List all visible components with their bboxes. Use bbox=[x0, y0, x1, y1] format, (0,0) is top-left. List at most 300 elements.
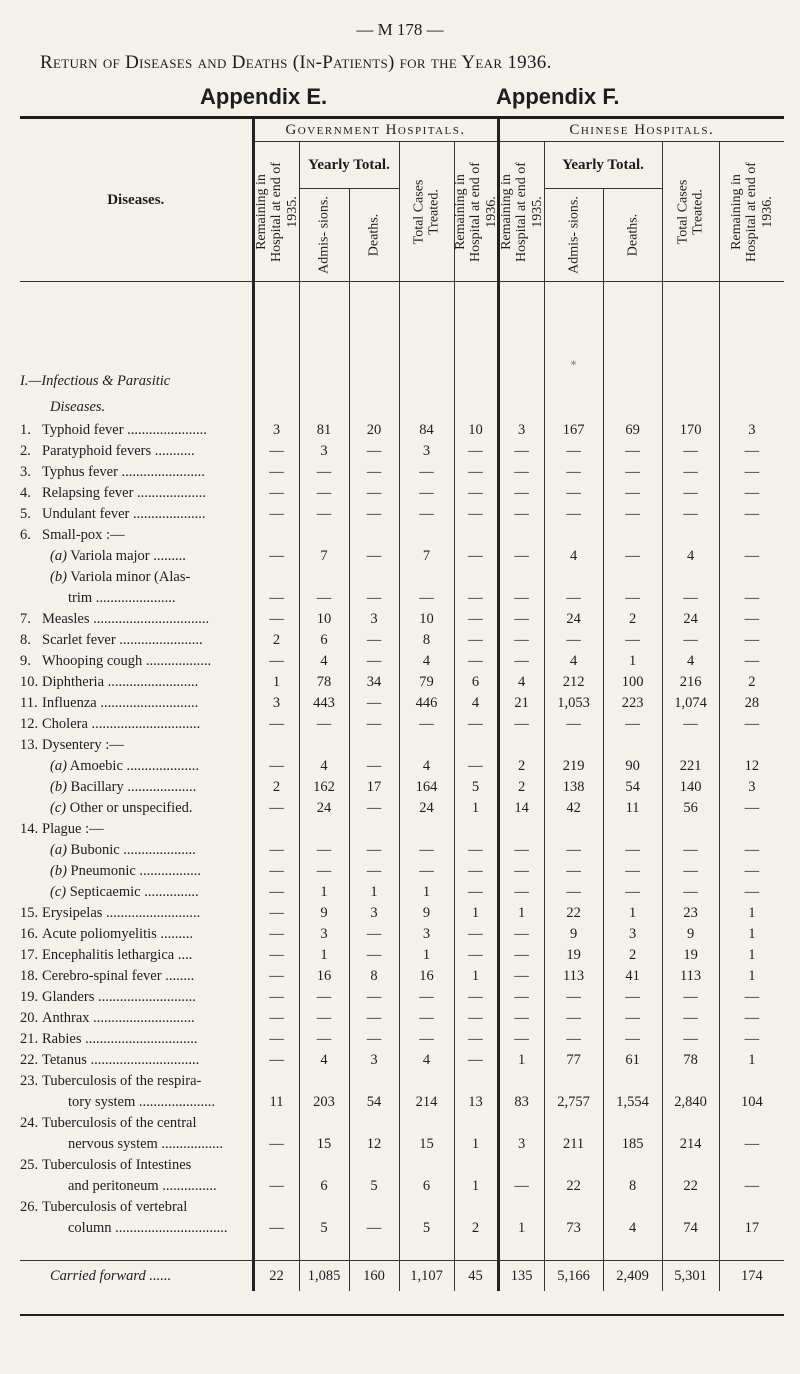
gov-remaining-1935-cell: — bbox=[253, 945, 299, 966]
disease-name bbox=[20, 672, 253, 693]
chi-admissions-cell: — bbox=[544, 441, 603, 462]
table-row bbox=[20, 441, 784, 462]
disease-name bbox=[20, 966, 253, 987]
gov-total-cases-cell: 4 bbox=[399, 1050, 454, 1071]
gov-deaths-cell bbox=[349, 1155, 399, 1176]
chi-total-cases-cell: — bbox=[662, 1029, 719, 1050]
chi-total-cases-cell: — bbox=[662, 462, 719, 483]
chi-admissions-cell bbox=[544, 735, 603, 756]
disease-name bbox=[20, 714, 253, 735]
disease-name-continued: and peritoneum ............... bbox=[68, 1178, 217, 1194]
chi-remaining-1936-cell bbox=[719, 1197, 784, 1218]
gov-total-cases-cell: 16 bbox=[399, 966, 454, 987]
gov-remaining-1935-cell: — bbox=[253, 1029, 299, 1050]
sub-letter: (b) bbox=[50, 779, 67, 795]
disease-name bbox=[20, 1113, 253, 1134]
disease-name-continued: column ............................... bbox=[68, 1220, 228, 1236]
row-number: 19. bbox=[20, 989, 39, 1005]
chi-yearly-total-header: Yearly Total. bbox=[544, 142, 662, 189]
chi-remaining-1935-cell bbox=[498, 1071, 544, 1092]
chi-remaining-1936-cell bbox=[719, 525, 784, 546]
gov-remaining-1935-cell: — bbox=[253, 798, 299, 819]
gov-deaths-cell: 54 bbox=[349, 1092, 399, 1113]
row-number: 8. bbox=[20, 632, 31, 648]
disease-name bbox=[20, 693, 253, 714]
gov-total-cases-cell: — bbox=[399, 462, 454, 483]
gov-remaining-1936-cell: — bbox=[454, 441, 498, 462]
chi-deaths-cell: 54 bbox=[603, 777, 662, 798]
gov-deaths-cell: — bbox=[349, 504, 399, 525]
gov-remaining-1936-cell: — bbox=[454, 504, 498, 525]
gov-admissions-cell bbox=[299, 1071, 349, 1092]
disease-label: Dysentery :— bbox=[42, 737, 124, 753]
row-number: 1. bbox=[20, 422, 31, 438]
chi-admissions-cell: — bbox=[544, 714, 603, 735]
gov-admissions-cell: 162 bbox=[299, 777, 349, 798]
table-row bbox=[20, 588, 784, 609]
disease-name bbox=[20, 1071, 253, 1092]
gov-total-cases-cell bbox=[399, 819, 454, 840]
chi-remaining-1935-cell: — bbox=[498, 441, 544, 462]
gov-total-cases-cell: — bbox=[399, 714, 454, 735]
section-heading-2: Diseases. bbox=[50, 399, 106, 415]
title-text: R bbox=[40, 52, 53, 73]
gov-total-cases-cell: — bbox=[399, 861, 454, 882]
gov-remaining-1936-cell bbox=[454, 819, 498, 840]
gov-remaining-1935-cell: — bbox=[253, 483, 299, 504]
disease-name bbox=[20, 924, 253, 945]
gov-remaining-1935-cell: — bbox=[253, 924, 299, 945]
gov-remaining-1936-cell: 1 bbox=[454, 1134, 498, 1155]
chi-admissions-cell: — bbox=[544, 504, 603, 525]
chi-remaining-1935-cell: 1 bbox=[498, 903, 544, 924]
gov-admissions-cell: 4 bbox=[299, 651, 349, 672]
chi-deaths-cell: — bbox=[603, 504, 662, 525]
chi-admissions-cell: 4 bbox=[544, 651, 603, 672]
disease-name bbox=[20, 567, 253, 588]
disease-name bbox=[20, 735, 253, 756]
disease-name bbox=[20, 1134, 253, 1155]
chi-admissions-cell: — bbox=[544, 483, 603, 504]
gov-admissions-cell bbox=[299, 1197, 349, 1218]
chi-remaining-1935-cell: — bbox=[498, 1029, 544, 1050]
gov-total-cases-cell: 24 bbox=[399, 798, 454, 819]
disease-label: Pneumonic ................. bbox=[70, 863, 202, 879]
chi-total-cases-cell: — bbox=[662, 861, 719, 882]
table-row bbox=[20, 840, 784, 861]
disease-name-continued: nervous system ................. bbox=[68, 1136, 224, 1152]
gov-remaining-1936-cell: — bbox=[454, 924, 498, 945]
table-row bbox=[20, 945, 784, 966]
chi-total-cases-cell: — bbox=[662, 1008, 719, 1029]
title-text-rest: eturn of Diseases and Deaths (In-Patients) for the Year 1936. bbox=[52, 52, 552, 73]
row-number: 18. bbox=[20, 968, 39, 984]
gov-remaining-1936-cell: — bbox=[454, 945, 498, 966]
table-row bbox=[20, 1029, 784, 1050]
cf-gov-remaining-1936: 45 bbox=[454, 1261, 498, 1292]
gov-admissions-cell: 9 bbox=[299, 903, 349, 924]
gov-deaths-cell: — bbox=[349, 924, 399, 945]
chi-total-cases-cell: — bbox=[662, 588, 719, 609]
gov-remaining-1935-cell: — bbox=[253, 987, 299, 1008]
chi-total-cases-cell: 23 bbox=[662, 903, 719, 924]
gov-remaining-1935-cell: — bbox=[253, 756, 299, 777]
section-heading: I.—Infectious & Parasitic bbox=[20, 373, 171, 389]
chi-admissions-cell: 138 bbox=[544, 777, 603, 798]
chi-remaining-1936-cell: 1 bbox=[719, 945, 784, 966]
gov-admissions-cell: — bbox=[299, 588, 349, 609]
table-row bbox=[20, 567, 784, 588]
gov-remaining-1935-cell: — bbox=[253, 1218, 299, 1239]
cf-gov-total-cases: 1,107 bbox=[399, 1261, 454, 1292]
gov-remaining-1936-cell: — bbox=[454, 756, 498, 777]
disease-name bbox=[20, 609, 253, 630]
chi-admissions-cell: — bbox=[544, 588, 603, 609]
table-row bbox=[20, 756, 784, 777]
row-number: 17. bbox=[20, 947, 39, 963]
row-number: 15. bbox=[20, 905, 39, 921]
disease-label: Undulant fever .................... bbox=[42, 506, 206, 522]
gov-admissions-cell: 10 bbox=[299, 609, 349, 630]
gov-deaths-cell: — bbox=[349, 1029, 399, 1050]
disease-name bbox=[20, 630, 253, 651]
gov-total-cases-cell bbox=[399, 1113, 454, 1134]
gov-deaths-cell: 3 bbox=[349, 609, 399, 630]
chi-admissions-cell bbox=[544, 819, 603, 840]
chi-deaths-cell: 4 bbox=[603, 1218, 662, 1239]
chi-remaining-1935-cell: — bbox=[498, 504, 544, 525]
disease-label: Encephalitis lethargica .... bbox=[42, 947, 193, 963]
chi-total-cases-cell: — bbox=[662, 504, 719, 525]
chi-remaining-1935-cell: — bbox=[498, 483, 544, 504]
row-number: 4. bbox=[20, 485, 31, 501]
gov-remaining-1936-cell: — bbox=[454, 546, 498, 567]
chi-deaths-cell: 41 bbox=[603, 966, 662, 987]
table-row bbox=[20, 462, 784, 483]
table-row bbox=[20, 819, 784, 840]
chi-remaining-1936-cell: — bbox=[719, 714, 784, 735]
gov-total-cases-cell bbox=[399, 1197, 454, 1218]
disease-label: Rabies ............................... bbox=[42, 1031, 198, 1047]
gov-remaining-1935-cell: — bbox=[253, 840, 299, 861]
disease-label: Small-pox :— bbox=[42, 527, 125, 543]
chinese-hospitals-header: Chinese Hospitals. bbox=[498, 119, 784, 142]
gov-remaining-1935-cell: — bbox=[253, 504, 299, 525]
gov-total-cases-cell: 15 bbox=[399, 1134, 454, 1155]
gov-remaining-1936-cell: 10 bbox=[454, 420, 498, 441]
gov-remaining-1935-cell bbox=[253, 735, 299, 756]
chi-remaining-1936-cell: 104 bbox=[719, 1092, 784, 1113]
gov-remaining-1935-cell: 3 bbox=[253, 693, 299, 714]
gov-yearly-total-header: Yearly Total. bbox=[299, 142, 399, 189]
gov-deaths-cell: — bbox=[349, 588, 399, 609]
chi-deaths-cell: 100 bbox=[603, 672, 662, 693]
gov-remaining-1936-cell bbox=[454, 1071, 498, 1092]
chi-deaths-cell: — bbox=[603, 1008, 662, 1029]
chi-deaths-cell bbox=[603, 819, 662, 840]
disease-name bbox=[20, 1155, 253, 1176]
gov-total-cases-cell: 4 bbox=[399, 651, 454, 672]
disease-name bbox=[20, 588, 253, 609]
chi-total-cases-cell: 24 bbox=[662, 609, 719, 630]
row-number: 12. bbox=[20, 716, 39, 732]
gov-remaining-1935-cell bbox=[253, 567, 299, 588]
table-row bbox=[20, 1218, 784, 1239]
table-row bbox=[20, 903, 784, 924]
chi-total-cases-cell: 216 bbox=[662, 672, 719, 693]
gov-total-cases-cell bbox=[399, 525, 454, 546]
gov-admissions-cell: — bbox=[299, 1029, 349, 1050]
disease-label: Bubonic .................... bbox=[70, 842, 196, 858]
chi-total-cases-cell bbox=[662, 567, 719, 588]
chi-remaining-1936-cell: 1 bbox=[719, 924, 784, 945]
chi-remaining-1936-cell bbox=[719, 567, 784, 588]
chi-deaths-cell: — bbox=[603, 546, 662, 567]
chi-admissions-cell: 113 bbox=[544, 966, 603, 987]
disease-name bbox=[20, 1092, 253, 1113]
carried-forward-row bbox=[20, 1261, 784, 1292]
disease-label: Glanders ........................... bbox=[42, 989, 196, 1005]
chi-remaining-1935-cell: — bbox=[498, 840, 544, 861]
table-row bbox=[20, 1008, 784, 1029]
gov-deaths-cell: — bbox=[349, 630, 399, 651]
chi-admissions-cell bbox=[544, 1071, 603, 1092]
chi-remaining-1936-cell: 28 bbox=[719, 693, 784, 714]
chi-total-cases-cell: — bbox=[662, 630, 719, 651]
chi-total-cases-cell: — bbox=[662, 840, 719, 861]
disease-label: Erysipelas .......................... bbox=[42, 905, 201, 921]
disease-label: Tuberculosis of Intestines bbox=[42, 1157, 192, 1173]
gov-remaining-1936-cell: — bbox=[454, 651, 498, 672]
gov-remaining-1936-cell: — bbox=[454, 714, 498, 735]
disease-label: Anthrax ............................ bbox=[42, 1010, 195, 1026]
table-row bbox=[20, 504, 784, 525]
gov-deaths-cell: 20 bbox=[349, 420, 399, 441]
row-number: 24. bbox=[20, 1115, 39, 1131]
chi-total-cases-cell: 22 bbox=[662, 1176, 719, 1197]
gov-remaining-1935-cell: 2 bbox=[253, 777, 299, 798]
gov-remaining-1936-cell: — bbox=[454, 840, 498, 861]
chi-remaining-1935-cell: 2 bbox=[498, 756, 544, 777]
gov-admissions-cell: 6 bbox=[299, 630, 349, 651]
chi-deaths-cell bbox=[603, 1071, 662, 1092]
gov-admissions-cell: 4 bbox=[299, 1050, 349, 1071]
gov-admissions-header: Admis- sions. bbox=[299, 189, 349, 282]
gov-admissions-cell: — bbox=[299, 840, 349, 861]
sub-letter: (b) bbox=[50, 569, 67, 585]
chi-remaining-1935-cell: — bbox=[498, 546, 544, 567]
chi-admissions-cell bbox=[544, 525, 603, 546]
chi-deaths-cell: — bbox=[603, 882, 662, 903]
chi-total-cases-cell: 221 bbox=[662, 756, 719, 777]
gov-remaining-1936-cell bbox=[454, 1155, 498, 1176]
disease-name-continued: tory system ..................... bbox=[68, 1094, 216, 1110]
gov-admissions-cell: — bbox=[299, 987, 349, 1008]
chi-remaining-1936-cell: 1 bbox=[719, 966, 784, 987]
gov-remaining-1936-cell bbox=[454, 567, 498, 588]
gov-remaining-1936-header: Remaining in Hospital at end of 1936. bbox=[454, 142, 498, 282]
chi-remaining-1935-cell: — bbox=[498, 987, 544, 1008]
chi-deaths-cell: 90 bbox=[603, 756, 662, 777]
chi-remaining-1935-cell: — bbox=[498, 630, 544, 651]
chi-admissions-cell: 77 bbox=[544, 1050, 603, 1071]
chi-remaining-1936-cell: — bbox=[719, 441, 784, 462]
chi-total-cases-cell: 113 bbox=[662, 966, 719, 987]
disease-label: Typhoid fever ...................... bbox=[42, 422, 207, 438]
gov-remaining-1936-cell bbox=[454, 1113, 498, 1134]
gov-remaining-1936-cell: — bbox=[454, 1050, 498, 1071]
gov-remaining-1935-cell bbox=[253, 525, 299, 546]
chi-admissions-cell: — bbox=[544, 987, 603, 1008]
gov-remaining-1935-cell: — bbox=[253, 588, 299, 609]
gov-admissions-cell: — bbox=[299, 504, 349, 525]
row-number: 25. bbox=[20, 1157, 39, 1173]
disease-label: Cholera .............................. bbox=[42, 716, 201, 732]
chi-remaining-1935-cell: 2 bbox=[498, 777, 544, 798]
gov-remaining-1935-cell: — bbox=[253, 861, 299, 882]
spacer-row bbox=[20, 282, 784, 369]
gov-total-cases-cell: 10 bbox=[399, 609, 454, 630]
disease-name bbox=[20, 1218, 253, 1239]
chi-remaining-1936-cell: 1 bbox=[719, 1050, 784, 1071]
gov-remaining-1936-cell: — bbox=[454, 882, 498, 903]
chi-admissions-cell bbox=[544, 1155, 603, 1176]
table-row bbox=[20, 714, 784, 735]
table-row bbox=[20, 672, 784, 693]
gov-deaths-cell: — bbox=[349, 798, 399, 819]
gov-remaining-1936-cell: 5 bbox=[454, 777, 498, 798]
chi-remaining-1935-cell: — bbox=[498, 651, 544, 672]
gov-remaining-1935-cell bbox=[253, 819, 299, 840]
row-number: 26. bbox=[20, 1199, 39, 1215]
chi-remaining-1935-cell: 4 bbox=[498, 672, 544, 693]
chi-remaining-1936-cell: — bbox=[719, 861, 784, 882]
chi-admissions-cell: — bbox=[544, 630, 603, 651]
gov-deaths-cell: — bbox=[349, 1218, 399, 1239]
disease-label: Tuberculosis of vertebral bbox=[42, 1199, 188, 1215]
disease-name-continued: trim ...................... bbox=[68, 590, 176, 606]
gov-remaining-1935-cell: — bbox=[253, 1176, 299, 1197]
disease-name bbox=[20, 420, 253, 441]
gov-deaths-cell: — bbox=[349, 987, 399, 1008]
chi-remaining-1935-cell: — bbox=[498, 882, 544, 903]
row-number: 21. bbox=[20, 1031, 39, 1047]
gov-admissions-cell: 203 bbox=[299, 1092, 349, 1113]
chi-remaining-1935-header: Remaining in Hospital at end of 1935. bbox=[498, 142, 544, 282]
disease-name bbox=[20, 798, 253, 819]
chi-remaining-1936-cell: — bbox=[719, 1134, 784, 1155]
chi-deaths-cell bbox=[603, 1197, 662, 1218]
table-row bbox=[20, 609, 784, 630]
gov-deaths-cell: — bbox=[349, 714, 399, 735]
chi-admissions-cell: — bbox=[544, 1008, 603, 1029]
appendix-f-heading: Appendix F. bbox=[496, 84, 620, 109]
chi-remaining-1936-header: Remaining in Hospital at end of 1936. bbox=[719, 142, 784, 282]
gov-total-cases-cell: — bbox=[399, 1008, 454, 1029]
disease-name bbox=[20, 651, 253, 672]
chi-deaths-cell: 2 bbox=[603, 609, 662, 630]
chi-admissions-cell: 42 bbox=[544, 798, 603, 819]
chi-admissions-cell: 212 bbox=[544, 672, 603, 693]
chi-admissions-cell: — bbox=[544, 462, 603, 483]
disease-label: Plague :— bbox=[42, 821, 104, 837]
gov-total-cases-cell: — bbox=[399, 588, 454, 609]
chi-remaining-1935-cell: 1 bbox=[498, 1050, 544, 1071]
gov-remaining-1935-cell: — bbox=[253, 651, 299, 672]
chi-remaining-1936-cell: — bbox=[719, 1029, 784, 1050]
gov-admissions-cell: 16 bbox=[299, 966, 349, 987]
chi-remaining-1935-cell: — bbox=[498, 609, 544, 630]
chi-total-cases-cell: — bbox=[662, 987, 719, 1008]
gov-total-cases-cell bbox=[399, 1071, 454, 1092]
carried-forward-label: Carried forward ...... bbox=[20, 1261, 253, 1292]
disease-label: Bacillary ................... bbox=[70, 779, 197, 795]
gov-remaining-1935-cell: — bbox=[253, 714, 299, 735]
chi-admissions-header: Admis- sions. bbox=[544, 189, 603, 282]
chi-remaining-1936-cell: — bbox=[719, 651, 784, 672]
row-number: 11. bbox=[20, 695, 38, 711]
gov-remaining-1935-cell: — bbox=[253, 462, 299, 483]
chi-remaining-1936-cell: — bbox=[719, 987, 784, 1008]
chi-deaths-cell: 1 bbox=[603, 903, 662, 924]
disease-name bbox=[20, 987, 253, 1008]
sub-letter: (c) bbox=[50, 800, 67, 816]
gov-deaths-cell: 34 bbox=[349, 672, 399, 693]
chi-remaining-1935-cell: 3 bbox=[498, 1134, 544, 1155]
gov-admissions-cell: 5 bbox=[299, 1218, 349, 1239]
gov-admissions-cell: 7 bbox=[299, 546, 349, 567]
government-hospitals-header: Government Hospitals. bbox=[253, 119, 498, 142]
table-row bbox=[20, 525, 784, 546]
chi-deaths-cell: 3 bbox=[603, 924, 662, 945]
chi-deaths-cell: — bbox=[603, 441, 662, 462]
gov-remaining-1936-cell bbox=[454, 525, 498, 546]
gov-total-cases-cell bbox=[399, 735, 454, 756]
sub-letter: (a) bbox=[50, 842, 67, 858]
table-row bbox=[20, 861, 784, 882]
disease-name bbox=[20, 1176, 253, 1197]
gov-deaths-cell bbox=[349, 567, 399, 588]
chi-total-cases-cell: 19 bbox=[662, 945, 719, 966]
disease-name bbox=[20, 525, 253, 546]
gov-admissions-cell: 1 bbox=[299, 945, 349, 966]
chi-deaths-cell: 185 bbox=[603, 1134, 662, 1155]
table-row bbox=[20, 546, 784, 567]
gov-remaining-1935-cell: 1 bbox=[253, 672, 299, 693]
disease-label: Measles ................................ bbox=[42, 611, 210, 627]
gov-total-cases-cell: 7 bbox=[399, 546, 454, 567]
gov-total-cases-cell: — bbox=[399, 1029, 454, 1050]
chi-admissions-cell bbox=[544, 1113, 603, 1134]
row-number: 9. bbox=[20, 653, 31, 669]
chi-remaining-1936-cell: — bbox=[719, 882, 784, 903]
chi-remaining-1935-cell: — bbox=[498, 966, 544, 987]
gov-deaths-cell: — bbox=[349, 1008, 399, 1029]
disease-label: Tuberculosis of the respira- bbox=[42, 1073, 202, 1089]
disease-label: Diphtheria ......................... bbox=[42, 674, 199, 690]
chi-admissions-cell: 24 bbox=[544, 609, 603, 630]
gov-remaining-1936-cell: — bbox=[454, 609, 498, 630]
gov-deaths-cell: 5 bbox=[349, 1176, 399, 1197]
chi-remaining-1935-cell: 83 bbox=[498, 1092, 544, 1113]
chi-deaths-cell: — bbox=[603, 987, 662, 1008]
chi-remaining-1936-cell: 12 bbox=[719, 756, 784, 777]
gov-deaths-cell bbox=[349, 819, 399, 840]
chi-admissions-cell: 167 bbox=[544, 420, 603, 441]
gov-deaths-cell: 12 bbox=[349, 1134, 399, 1155]
table-row bbox=[20, 798, 784, 819]
chi-remaining-1936-cell bbox=[719, 1155, 784, 1176]
